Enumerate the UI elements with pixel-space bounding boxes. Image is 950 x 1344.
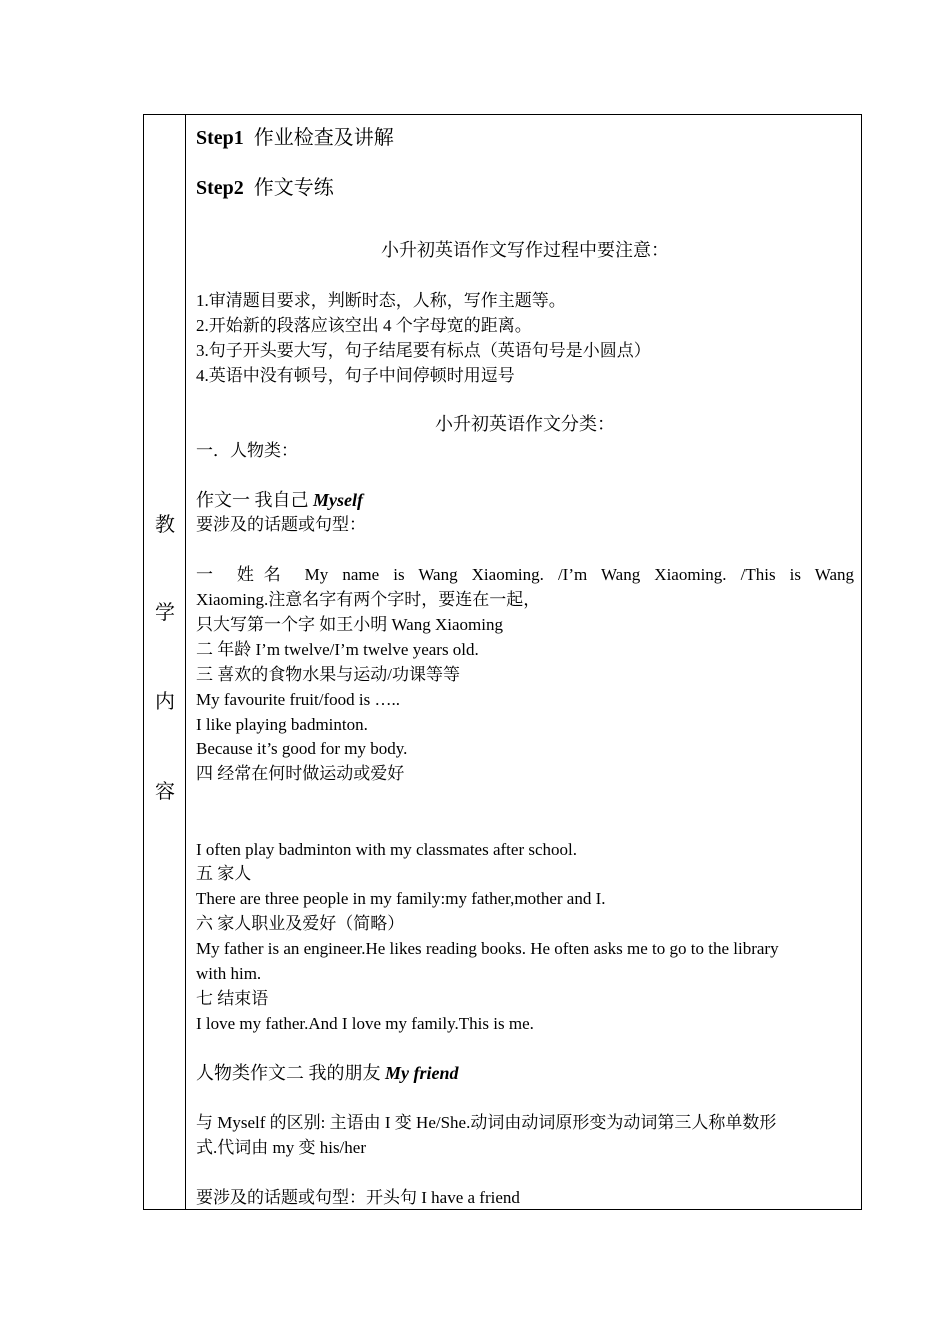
notes-heading: 小升初英语作文写作过程中要注意： [381, 240, 669, 260]
side-char: 内 [155, 691, 175, 713]
note-line: 2.开始新的段落应该空出 4 个字母宽的距离。 [196, 316, 532, 335]
text-line: I often play badminton with my classmates after school. [196, 840, 577, 859]
text-line: 要涉及的话题或句型：开头句 I have a friend [196, 1188, 520, 1207]
text-line: 六 家人职业及爱好（简略） [196, 914, 405, 933]
note-line: 3.句子开头要大写，句子结尾要有标点（英语句号是小圆点） [196, 341, 651, 360]
text-line: 三 喜欢的食物水果与运动/功课等等 [196, 665, 460, 684]
lesson-table [143, 114, 862, 1210]
text-line: 二 年龄 I’m twelve/I’m twelve years old. [196, 640, 479, 659]
text-line: Because it’s good for my body. [196, 739, 408, 758]
side-label-column [144, 115, 186, 1209]
step1-line: Step1 作业检查及讲解 [196, 127, 394, 149]
text-line: with him. [196, 964, 262, 983]
text-line: My favourite fruit/food is ….. [196, 690, 400, 709]
text-line: I like playing badminton. [196, 715, 368, 734]
step2-line: Step2 作文专练 [196, 177, 334, 199]
text-line: 与 Myself 的区别: 主语由 I 变 He/She.动词由动词原形变为动词第三人称单数形 [196, 1113, 777, 1132]
text-line: I love my father.And I love my family.This is me. [196, 1014, 534, 1033]
side-char: 容 [155, 781, 175, 803]
text-line: 只大写第一个字 如王小明 Wang Xiaoming [196, 615, 503, 634]
essay1-title: 作文一 我自己 Myself [196, 490, 363, 510]
note-line: 1.审清题目要求，判断时态，人称，写作主题等。 [196, 291, 566, 310]
text-line: 七 结束语 [196, 989, 269, 1008]
text-line: Xiaoming.注意名字有两个字时，要连在一起， [196, 590, 541, 609]
essay2-title: 人物类作文二 我的朋友 My friend [196, 1063, 459, 1083]
text-line: There are three people in my family:my father,mother and I. [196, 889, 606, 908]
text-line: 四 经常在何时做运动或爱好 [196, 764, 405, 783]
types-heading: 小升初英语作文分类： [435, 414, 615, 434]
topics-label: 要涉及的话题或句型： [196, 515, 366, 534]
text-line: 一 姓名 My name is Wang Xiaoming. /I’m Wang Xiaoming. /This is Wang [196, 565, 854, 584]
side-char: 学 [155, 602, 175, 624]
text-line: 式.代词由 my 变 his/her [196, 1138, 366, 1157]
category-heading: 一．人物类： [196, 441, 298, 460]
side-char: 教 [155, 514, 175, 536]
note-line: 4.英语中没有顿号，句子中间停顿时用逗号 [196, 366, 515, 385]
text-line: My father is an engineer.He likes reading books. He often asks me to go to the library [196, 939, 779, 958]
text-line: 五 家人 [196, 864, 252, 883]
